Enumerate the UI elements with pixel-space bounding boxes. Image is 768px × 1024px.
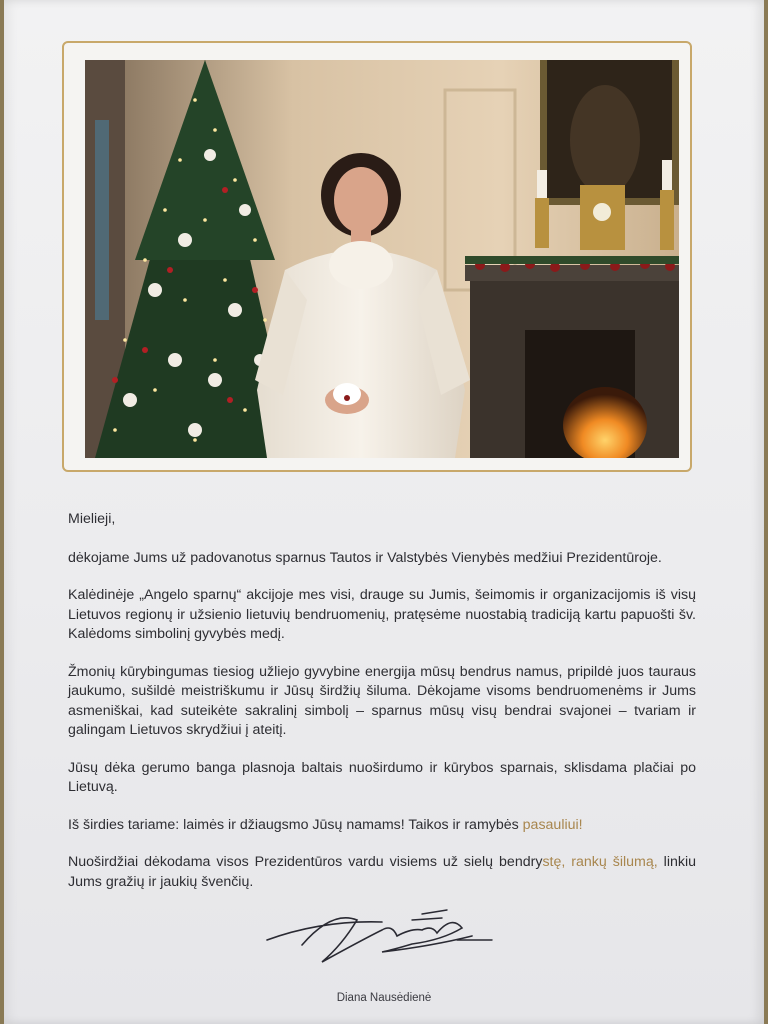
letter-closing — [68, 853, 696, 892]
wishes-highlight: pasauliui! — [522, 816, 583, 833]
wishes-text: Iš širdies tariame: laimės ir džiaugsmo Jūsų namams! Taikos ir ramybės — [68, 816, 523, 833]
letter-paragraph-3: Žmonių kūrybingumas tiesiog užliejo gyvybine energija mūsų bendrus namus, pripildė juos tauraus jaukumo, sušildė meistriškumu ir Jūsų širdžių šiluma. Dėkojame visoms bendruomenėms ir Jums asmeniškai, kad suteikėte sakralinį simbolį – sparnus mūsų visų bendrai svajonei – tvariam ir galingam Lietuvos skrydžiui į ateitį. — [68, 663, 696, 738]
closing-text: Nuoširdžiai dėkodama visos Prezidentūros vardu visiems už sielų bendry — [68, 854, 543, 870]
closing-end: linkiu Jums gražių ir jaukių švenčių. — [68, 854, 696, 890]
closing-highlight: stę, rankų šilumą, — [542, 854, 658, 870]
christmas-portrait-photo — [85, 60, 679, 458]
letter-greeting: Mielieji, — [68, 511, 116, 527]
letter-wishes — [68, 816, 696, 836]
handwritten-signature — [262, 900, 502, 980]
signer-name: Diana Nausėdienė — [336, 992, 432, 1004]
letter-paragraph-2: Kalėdinėje „Angelo sparnų“ akcijoje mes visi, drauge su Jumis, šeimomis ir organizacijomis iš visų Lietuvos regionų ir užsienio lietuvių bendruomenių, pratęsėme nuostabią tradiciją kartu papuošti šv. Kalėdoms simbolinį gyvybės medį. — [68, 587, 696, 642]
letter-body — [68, 510, 696, 910]
letter-paragraph-1: dėkojame Jums už padovanotus sparnus Tautos ir Valstybės Vienybės medžiui Prezidentūroje. — [68, 549, 662, 566]
letter-paragraph-4: Jūsų dėka gerumo banga plasnoja baltais nuoširdumo ir kūrybos sparnais, sklisdama plačiai po Lietuvą. — [68, 759, 696, 795]
